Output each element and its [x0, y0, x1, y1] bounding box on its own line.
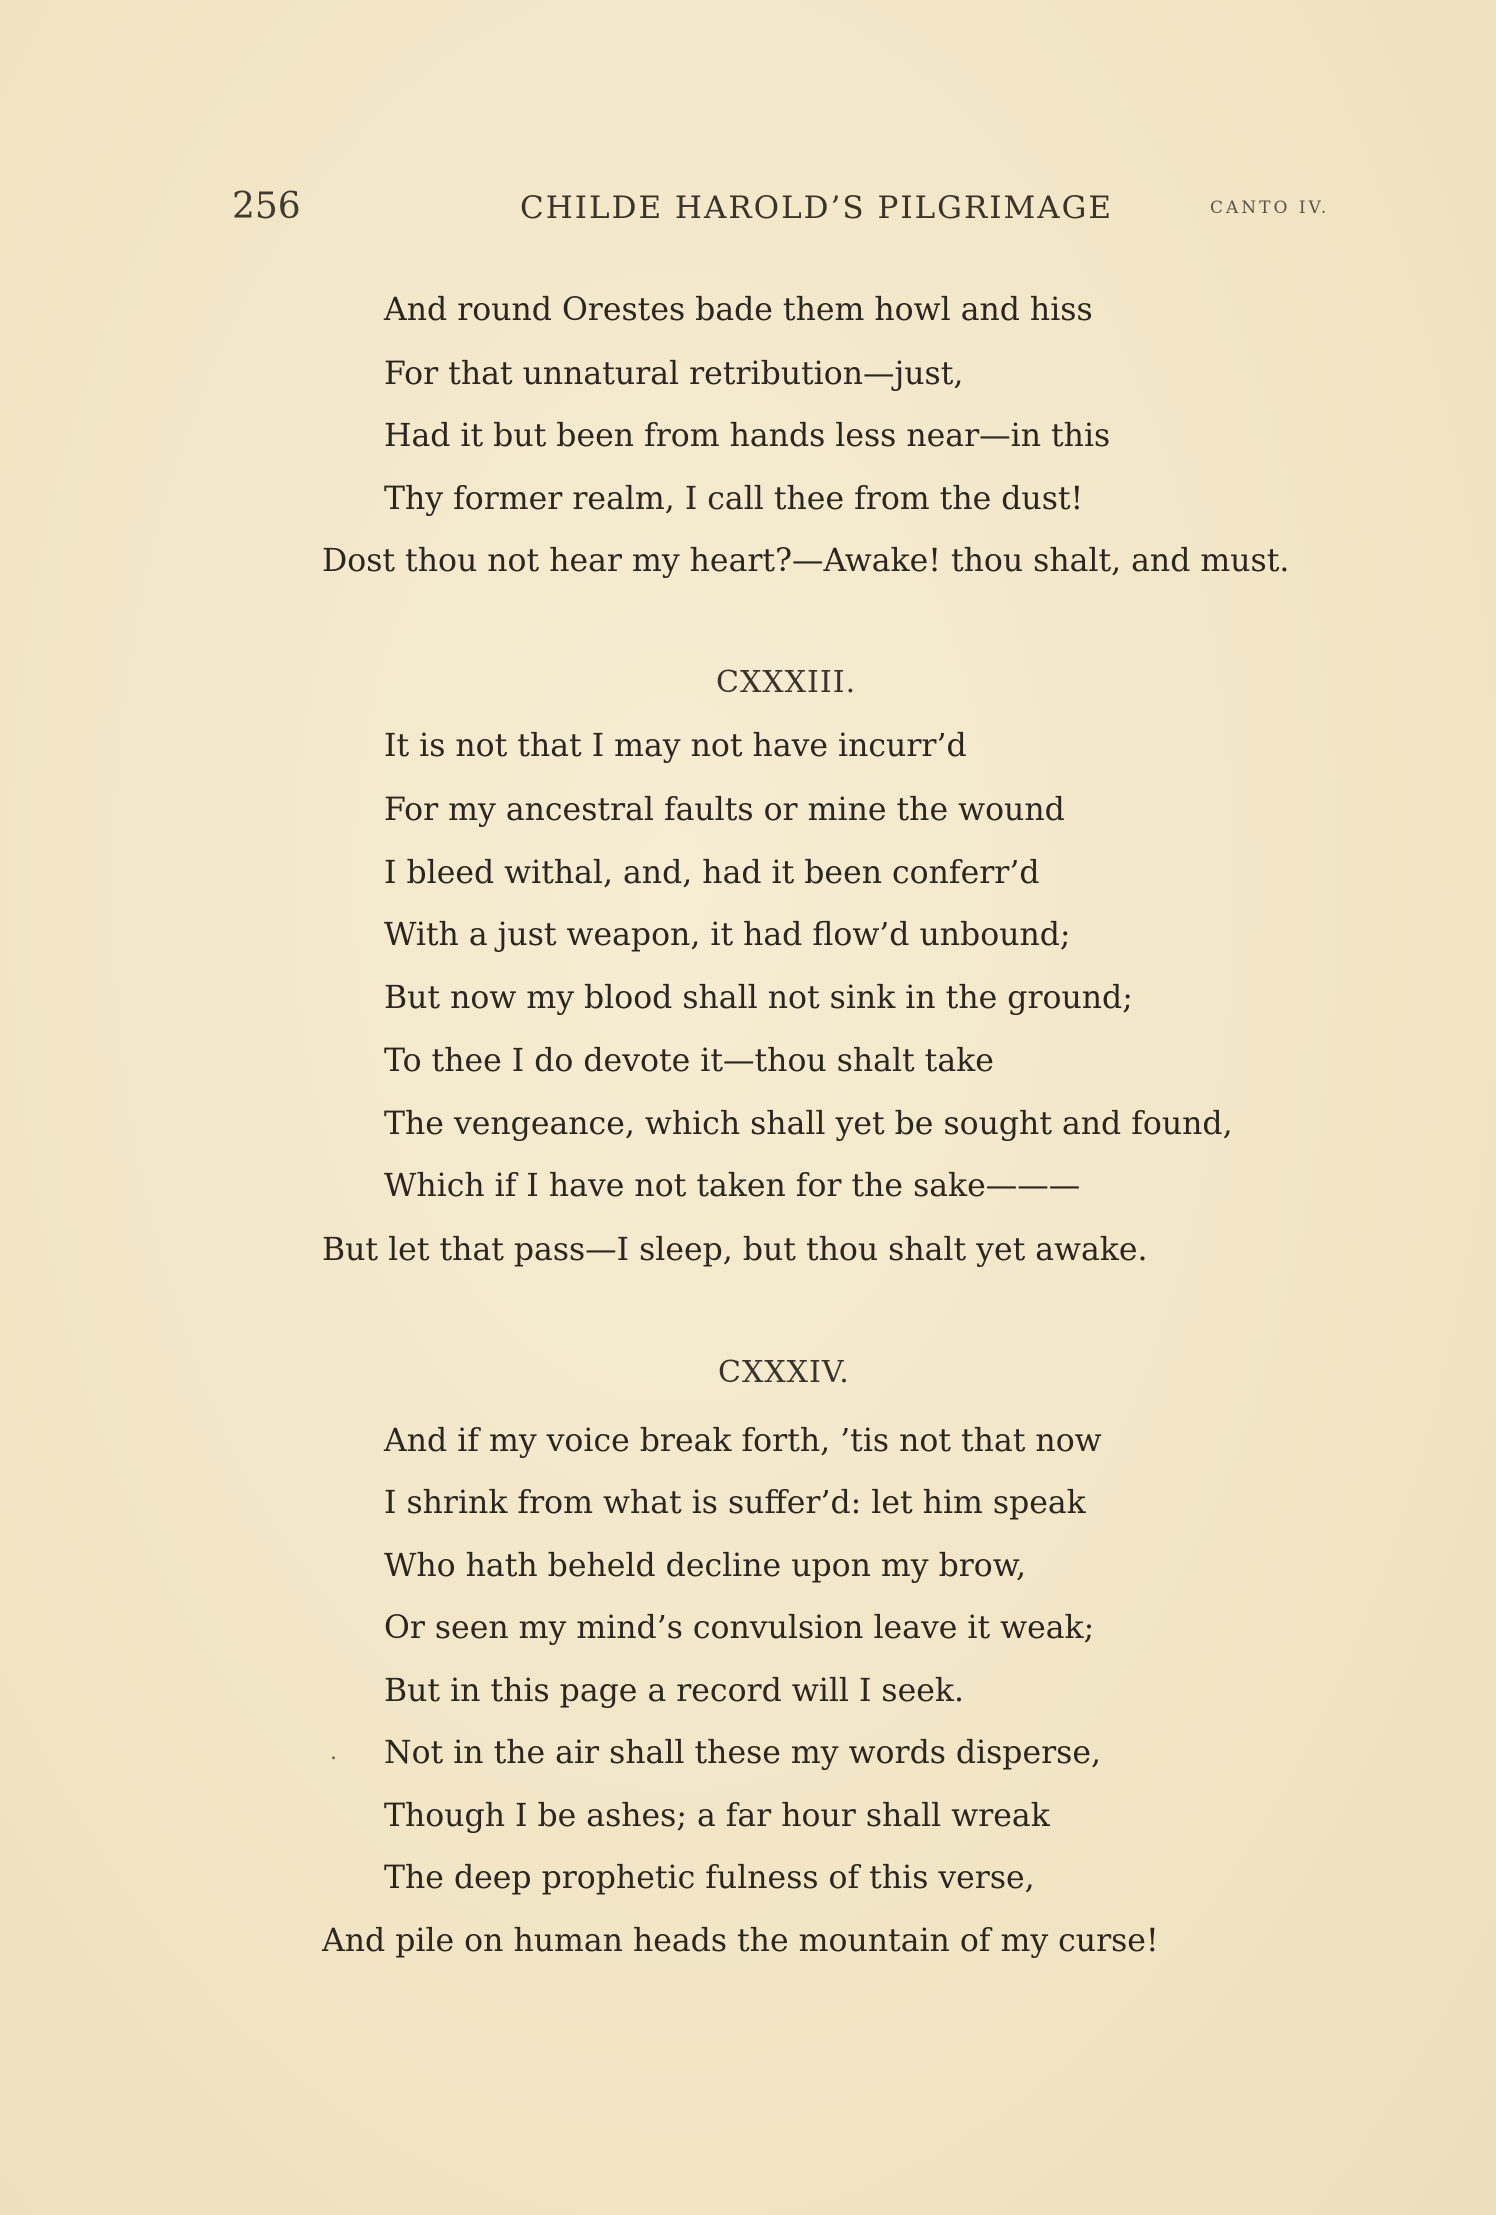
verse-line: To thee I do devote it—thou shalt take: [384, 1043, 994, 1079]
verse-line: But let that pass—I sleep, but thou shalt yet awake.: [322, 1232, 1148, 1268]
verse-line: Had it but been from hands less near—in this: [384, 418, 1111, 454]
verse-line: I shrink from what is suffer’d: let him speak: [384, 1485, 1086, 1521]
verse-line: Thy former realm, I call thee from the dust!: [384, 481, 1084, 517]
verse-line: It is not that I may not have incurr’d: [384, 728, 967, 764]
stanza-numeral-cxxxiii: CXXXIII.: [716, 665, 857, 700]
verse-line: Or seen my mind’s convulsion leave it weak;: [384, 1610, 1095, 1646]
verse-line: And round Orestes bade them howl and hiss: [384, 292, 1093, 328]
verse-line: The vengeance, which shall yet be sought and found,: [384, 1106, 1233, 1142]
verse-line: Though I be ashes; a far hour shall wreak: [384, 1798, 1050, 1834]
verse-line: I bleed withal, and, had it been conferr’d: [384, 855, 1040, 891]
verse-line: Dost thou not hear my heart?—Awake! thou shalt, and must.: [322, 543, 1290, 579]
verse-line: Not in the air shall these my words disperse,: [384, 1735, 1101, 1771]
canto-label: CANTO IV.: [1210, 198, 1330, 218]
verse-line: Who hath beheld decline upon my brow,: [384, 1548, 1027, 1584]
verse-line: For that unnatural retribution—just,: [384, 356, 964, 392]
verse-line: And pile on human heads the mountain of my curse!: [322, 1923, 1159, 1959]
running-title: CHILDE HAROLD’S PILGRIMAGE: [520, 190, 1114, 226]
page-header: [0, 186, 1496, 236]
verse-line: With a just weapon, it had flow’d unbound;: [384, 917, 1071, 953]
verse-line: The deep prophetic fulness of this verse,: [384, 1860, 1035, 1896]
stanza-numeral-cxxxiv: CXXXIV.: [718, 1355, 850, 1390]
stray-dot-mark: .: [330, 1740, 337, 1765]
page-number: 256: [232, 186, 301, 227]
verse-line: Which if I have not taken for the sake———: [384, 1168, 1081, 1204]
verse-line: And if my voice break forth, ’tis not that now: [384, 1423, 1102, 1459]
verse-line: For my ancestral faults or mine the wound: [384, 792, 1065, 828]
verse-line: But in this page a record will I seek.: [384, 1673, 964, 1709]
verse-line: But now my blood shall not sink in the ground;: [384, 980, 1133, 1016]
